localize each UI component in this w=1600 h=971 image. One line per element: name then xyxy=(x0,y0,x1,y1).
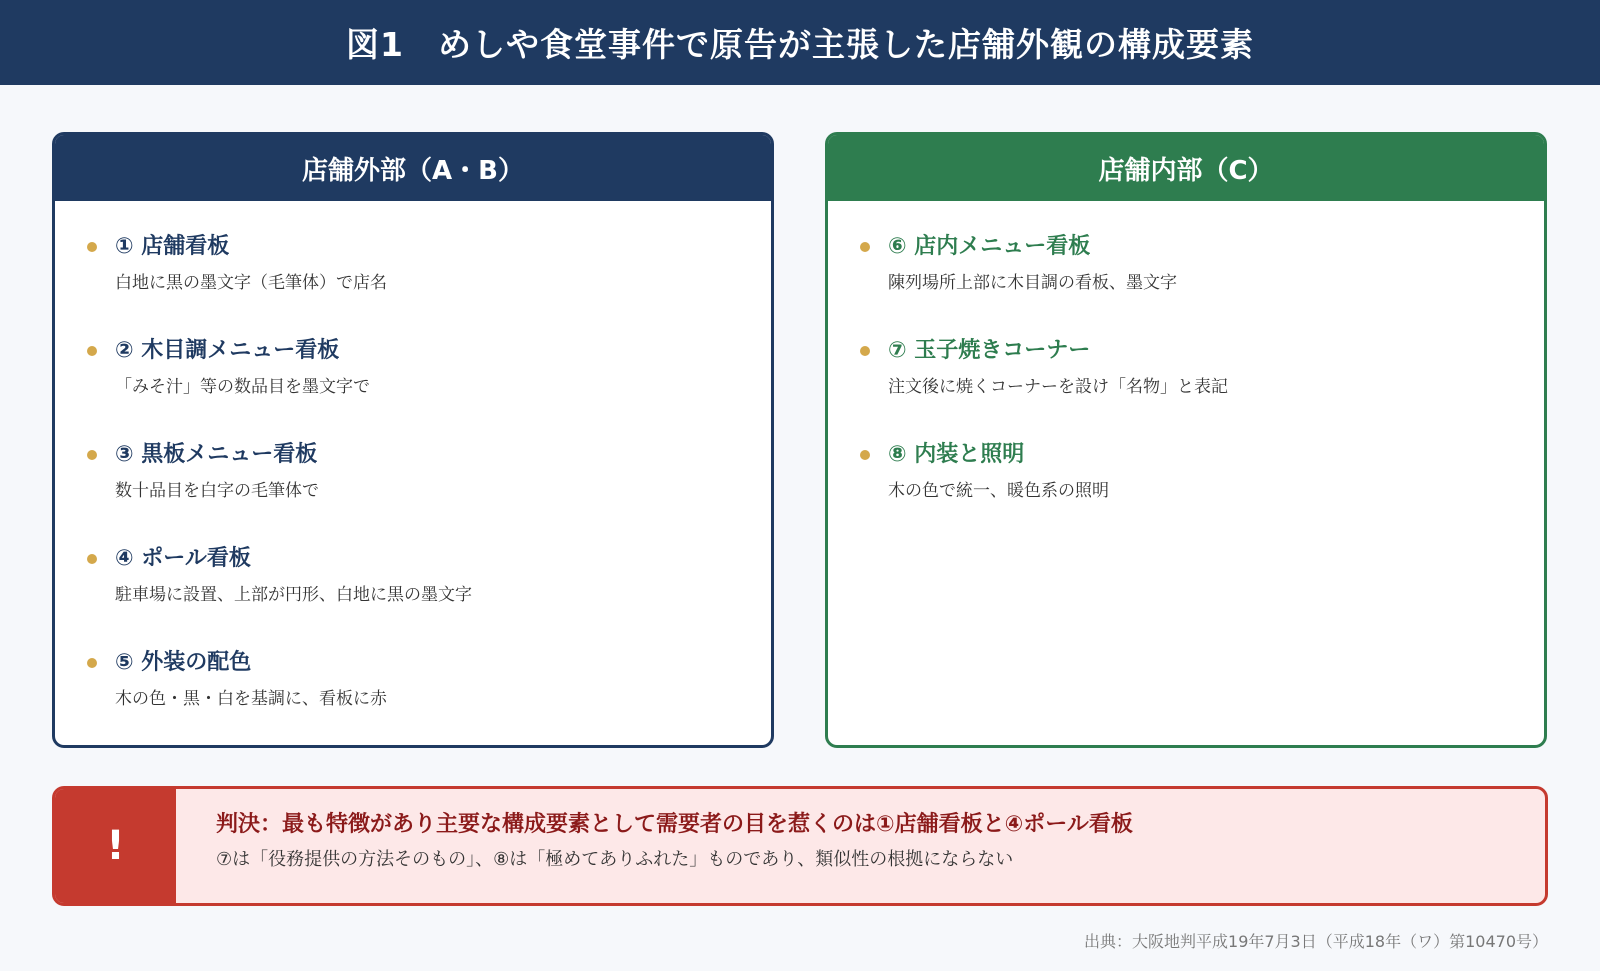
bullet-dot-icon xyxy=(860,450,870,460)
exterior-panel xyxy=(52,132,774,748)
list-item xyxy=(87,335,771,439)
bullet-dot-icon xyxy=(87,450,97,460)
exclamation-icon: ! xyxy=(55,789,176,903)
verdict-box xyxy=(52,786,1548,906)
item-title: ⑥ 店内メニュー看板 xyxy=(888,234,1091,259)
item-description: 数十品目を白字の毛筆体で xyxy=(115,481,319,501)
item-description: 注文後に焼くコーナーを設け「名物」と表記 xyxy=(888,377,1228,397)
title-bar xyxy=(0,0,1600,85)
interior-panel xyxy=(825,132,1547,748)
item-title: ③ 黒板メニュー看板 xyxy=(115,442,318,467)
item-title: ① 店舗看板 xyxy=(115,234,230,259)
item-title: ⑧ 内装と照明 xyxy=(888,442,1025,467)
list-item xyxy=(860,439,1544,543)
bullet-dot-icon xyxy=(87,658,97,668)
page-title: 図1 めしや食堂事件で原告が主張した店舗外観の構成要素 xyxy=(346,25,1254,64)
item-description: 白地に黒の墨文字（毛筆体）で店名 xyxy=(115,273,387,293)
item-description: 木の色で統一、暖色系の照明 xyxy=(888,481,1109,501)
exterior-panel-heading: 店舗外部（A・B） xyxy=(55,135,771,201)
verdict-title: 判決：最も特徴があり主要な構成要素として需要者の目を惹くのは①店舗看板と④ポール看板 xyxy=(216,812,1133,837)
list-item xyxy=(860,335,1544,439)
list-item xyxy=(87,439,771,543)
bullet-dot-icon xyxy=(87,346,97,356)
source-citation: 出典：大阪地判平成19年7月3日（平成18年（ワ）第10470号） xyxy=(1084,932,1548,951)
list-item xyxy=(87,231,771,335)
verdict-description: ⑦は「役務提供の方法そのもの」、⑧は「極めてありふれた」ものであり、類似性の根拠にならない xyxy=(216,849,1014,870)
item-description: 木の色・黒・白を基調に、看板に赤 xyxy=(115,689,387,709)
item-description: 駐車場に設置、上部が円形、白地に黒の墨文字 xyxy=(115,585,472,605)
bullet-dot-icon xyxy=(860,242,870,252)
interior-panel-heading: 店舗内部（C） xyxy=(828,135,1544,201)
bullet-dot-icon xyxy=(87,242,97,252)
item-title: ② 木目調メニュー看板 xyxy=(115,338,340,363)
bullet-dot-icon xyxy=(87,554,97,564)
item-description: 陳列場所上部に木目調の看板、墨文字 xyxy=(888,273,1177,293)
list-item xyxy=(87,543,771,647)
list-item xyxy=(87,647,771,748)
list-item xyxy=(860,231,1544,335)
item-title: ④ ポール看板 xyxy=(115,546,251,571)
bullet-dot-icon xyxy=(860,346,870,356)
item-description: 「みそ汁」等の数品目を墨文字で xyxy=(115,377,370,397)
item-title: ⑦ 玉子焼きコーナー xyxy=(888,338,1091,363)
item-title: ⑤ 外装の配色 xyxy=(115,650,252,675)
